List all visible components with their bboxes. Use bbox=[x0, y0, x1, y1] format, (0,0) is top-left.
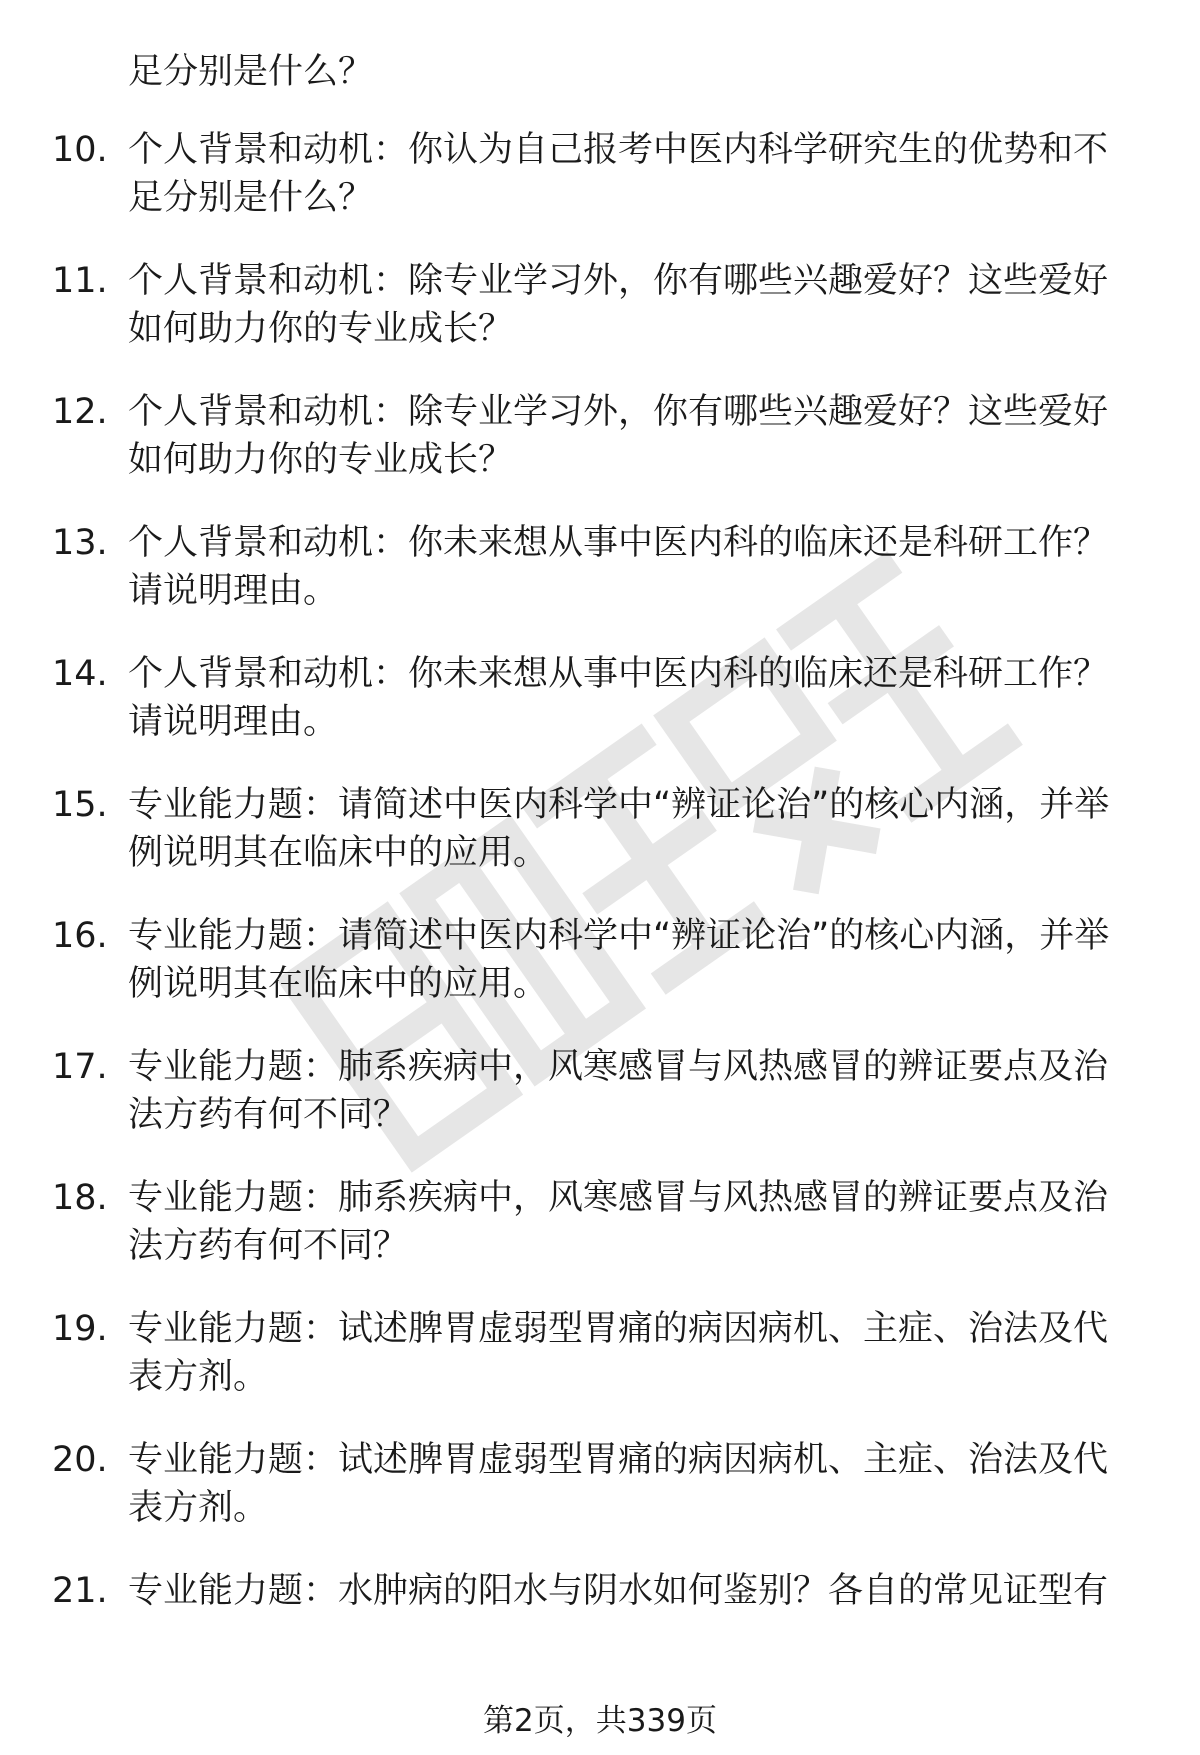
item-number: 15. bbox=[52, 785, 108, 825]
item-text: 个人背景和动机：除专业学习外，你有哪些兴趣爱好？这些爱好如何助力你的专业成长？ bbox=[128, 261, 1109, 349]
list-item bbox=[0, 519, 1200, 650]
page-footer: 第2页，共339页 bbox=[483, 1703, 717, 1739]
continuation-text: 足分别是什么？ bbox=[128, 52, 374, 92]
item-text: 专业能力题：试述脾胃虚弱型胃痛的病因病机、主症、治法及代表方剂。 bbox=[128, 1309, 1109, 1397]
item-number: 17. bbox=[52, 1047, 108, 1087]
item-text: 专业能力题：肺系疾病中，风寒感冒与风热感冒的辨证要点及治法方药有何不同？ bbox=[128, 1047, 1109, 1135]
item-number: 20. bbox=[52, 1440, 108, 1480]
list-item bbox=[0, 126, 1200, 257]
list-item bbox=[0, 912, 1200, 1043]
list-item bbox=[0, 257, 1200, 388]
list-item bbox=[0, 1436, 1200, 1567]
list-item bbox=[0, 1305, 1200, 1436]
item-text: 个人背景和动机：你认为自己报考中医内科学研究生的优势和不足分别是什么？ bbox=[128, 130, 1109, 218]
item-number: 16. bbox=[52, 916, 108, 956]
item-text: 专业能力题：肺系疾病中，风寒感冒与风热感冒的辨证要点及治法方药有何不同？ bbox=[128, 1178, 1109, 1266]
item-number: 12. bbox=[52, 392, 108, 432]
question-list bbox=[0, 48, 1200, 1698]
item-number: 19. bbox=[52, 1309, 108, 1349]
item-number: 14. bbox=[52, 654, 108, 694]
item-number: 21. bbox=[52, 1571, 108, 1611]
list-item bbox=[0, 1174, 1200, 1305]
list-item bbox=[0, 388, 1200, 519]
item-number: 13. bbox=[52, 523, 108, 563]
item-text: 专业能力题：水肿病的阳水与阴水如何鉴别？各自的常见证型有 bbox=[128, 1571, 1109, 1611]
item-number: 11. bbox=[52, 261, 108, 301]
item-text: 个人背景和动机：你未来想从事中医内科的临床还是科研工作？请说明理由。 bbox=[128, 654, 1109, 742]
item-number: 10. bbox=[52, 130, 108, 170]
item-text: 专业能力题：请简述中医内科学中“辨证论治”的核心内涵，并举例说明其在临床中的应用。 bbox=[128, 785, 1110, 873]
item-text: 个人背景和动机：你未来想从事中医内科的临床还是科研工作？请说明理由。 bbox=[128, 523, 1109, 611]
list-item bbox=[0, 650, 1200, 781]
item-text: 专业能力题：试述脾胃虚弱型胃痛的病因病机、主症、治法及代表方剂。 bbox=[128, 1440, 1109, 1528]
list-item bbox=[0, 1043, 1200, 1174]
list-item bbox=[0, 781, 1200, 912]
list-item-continuation bbox=[0, 48, 1200, 126]
item-number: 18. bbox=[52, 1178, 108, 1218]
item-text: 专业能力题：请简述中医内科学中“辨证论治”的核心内涵，并举例说明其在临床中的应用。 bbox=[128, 916, 1110, 1004]
list-item bbox=[0, 1567, 1200, 1698]
item-text: 个人背景和动机：除专业学习外，你有哪些兴趣爱好？这些爱好如何助力你的专业成长？ bbox=[128, 392, 1109, 480]
